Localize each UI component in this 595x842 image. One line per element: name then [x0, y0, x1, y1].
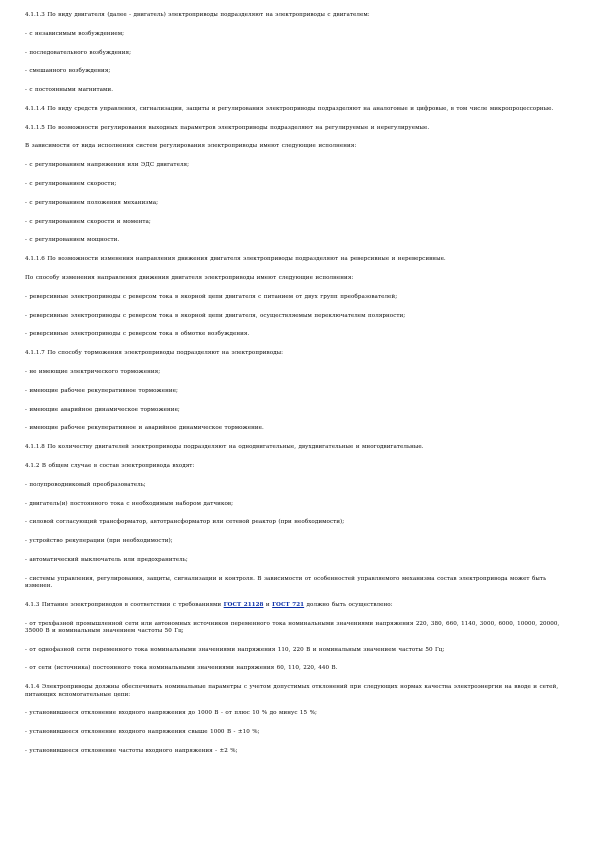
clause-4-1-1-3: 4.1.1.3 По виду двигателя (далее - двигатель) электроприводы подразделяют на электроприводы с двигателем:: [25, 12, 370, 18]
list-item-single-phase-supply: - от однофазной сети переменного тока номинальными значениями напряжения 110, 220 В и номинальным значением частоты 50 Гц;: [25, 646, 445, 653]
list-item-recuperation-device: - устройство рекуперации (при необходимости);: [25, 538, 173, 545]
list-item-speed-torque-regulation: - с регулированием скорости и момента;: [25, 218, 151, 225]
reversal-intro: По способу изменения направления движения двигателя электроприводы имеют следующие исполнения:: [25, 274, 354, 281]
clause-4-1-1-7: 4.1.1.7 По способу торможения электроприводы подразделяют на электроприводы:: [25, 350, 284, 357]
list-item-permanent-magnets: - с постоянными магнитами.: [25, 87, 114, 94]
list-item-regenerative-braking: - имеющие рабочее рекуперативное торможение;: [25, 387, 178, 394]
list-item-dc-motor: - двигатель(и) постоянного тока с необходимым набором датчиков;: [25, 500, 234, 507]
list-item-dc-supply: - от сети (источника) постоянного тока номинальными значениями напряжения 60, 110, 220, 440 В.: [25, 665, 338, 672]
clause-4-1-1-6: 4.1.1.6 По возможности изменения направления движения двигателя электроприводы подразделяют на реверсивные и нереверсивные.: [25, 256, 446, 263]
gost-721-link[interactable]: ГОСТ 721: [272, 601, 305, 608]
list-item-emergency-dynamic-braking: - имеющие аварийное динамическое торможение;: [25, 406, 180, 413]
list-item-voltage-regulation: - с регулированием напряжения или ЭДС двигателя;: [25, 162, 190, 169]
list-item-frequency-deviation: - установившееся отклонение частоты входного напряжения - ±2 %;: [25, 747, 238, 754]
list-item-circuit-breaker: - автоматический выключатель или предохранитель;: [25, 556, 188, 563]
clause-4-1-4: 4.1.4 Электроприводы должны обеспечивать номинальные параметры с учетом допустимых отклонений при следующих нормах качества электроэнергии на вводе и сетей, питающих вспомогательные цепи:: [25, 684, 559, 698]
list-item-independent-excitation: - с независимым возбуждением;: [25, 30, 125, 37]
clause-4-1-1-5: 4.1.1.5 По возможности регулирования выходных параметров электроприводы подразделяют на регулируемые и нерегулируемые.: [25, 124, 430, 131]
list-item-no-braking: - не имеющие электрического торможения;: [25, 368, 161, 375]
document-page: [25, 12, 573, 766]
list-item-control-systems: - системы управления, регулирования, защиты, сигнализации и контроля. В зависимости от особенностей управляемого механизма состав электропривода может быть изменен.: [25, 575, 547, 590]
list-item-mixed-excitation: - смешанного возбуждения;: [25, 68, 111, 75]
list-item-reversal-two-groups: - реверсивные электроприводы с реверсом тока в якорной цепи двигателя с питанием от двух групп преобразователей;: [25, 293, 398, 300]
list-item-voltage-deviation-low: - установившееся отклонение входного напряжения до 1000 В - от плюс 10 % до минус 15 %;: [25, 710, 317, 717]
gost-21128-link[interactable]: ГОСТ 21128: [223, 601, 264, 608]
regulation-intro: В зависимости от вида исполнения систем регулирования электроприводы имеют следующие исполнения:: [25, 143, 357, 150]
list-item-reversal-polarity-switch: - реверсивные электроприводы с реверсом тока в якорной цепи двигателя, осуществляемым переключателем полярности;: [25, 312, 406, 319]
clause-4-1-3-suffix: должно быть осуществлено:: [304, 601, 393, 608]
list-item-power-regulation: - с регулированием мощности.: [25, 237, 120, 244]
list-item-converter: - полупроводниковый преобразователь;: [25, 481, 146, 488]
list-item-speed-regulation: - с регулированием скорости;: [25, 180, 117, 187]
clause-4-1-2: 4.1.2 В общем случае в состав электропривода входят:: [25, 462, 195, 469]
clause-4-1-3-conjunction: и: [263, 601, 273, 608]
clause-4-1-3-prefix: 4.1.3 Питание электроприводов в соответствии с требованиями: [25, 601, 224, 608]
clause-4-1-1-4: 4.1.1.4 По виду средств управления, сигнализации, защиты и регулирования электроприводы подразделяют на аналоговые и цифровые, в том числе микропроцессорные.: [25, 105, 554, 112]
list-item-combined-braking: - имеющие рабочее рекуперативное и аварийное динамическое торможение.: [25, 425, 264, 432]
clause-4-1-1-8: 4.1.1.8 По количеству двигателей электроприводы подразделяют на однодвигательные, двухдвигательные и многодвигательные.: [25, 444, 424, 451]
list-item-three-phase-supply: - от трехфазной промышленной сети или автономных источников переменного тока номинальными значениями напряжения 220, 380, 660, 1140, 3000, 6000, 10000, 20000, 35000 В и номинальным значением частоты 50 Гц;: [25, 620, 560, 634]
list-item-voltage-deviation-high: - установившееся отклонение входного напряжения свыше 1000 В - ±10 %;: [25, 728, 260, 735]
list-item-position-regulation: - с регулированием положения механизма;: [25, 199, 159, 206]
list-item-series-excitation: - последовательного возбуждения;: [25, 49, 132, 56]
list-item-transformer: - силовой согласующий трансформатор, автотрансформатор или сетевой реактор (при необходимости);: [25, 519, 345, 526]
list-item-reversal-field-winding: - реверсивные электроприводы с реверсом тока в обмотке возбуждения.: [25, 331, 250, 338]
clause-4-1-3: [25, 602, 573, 609]
